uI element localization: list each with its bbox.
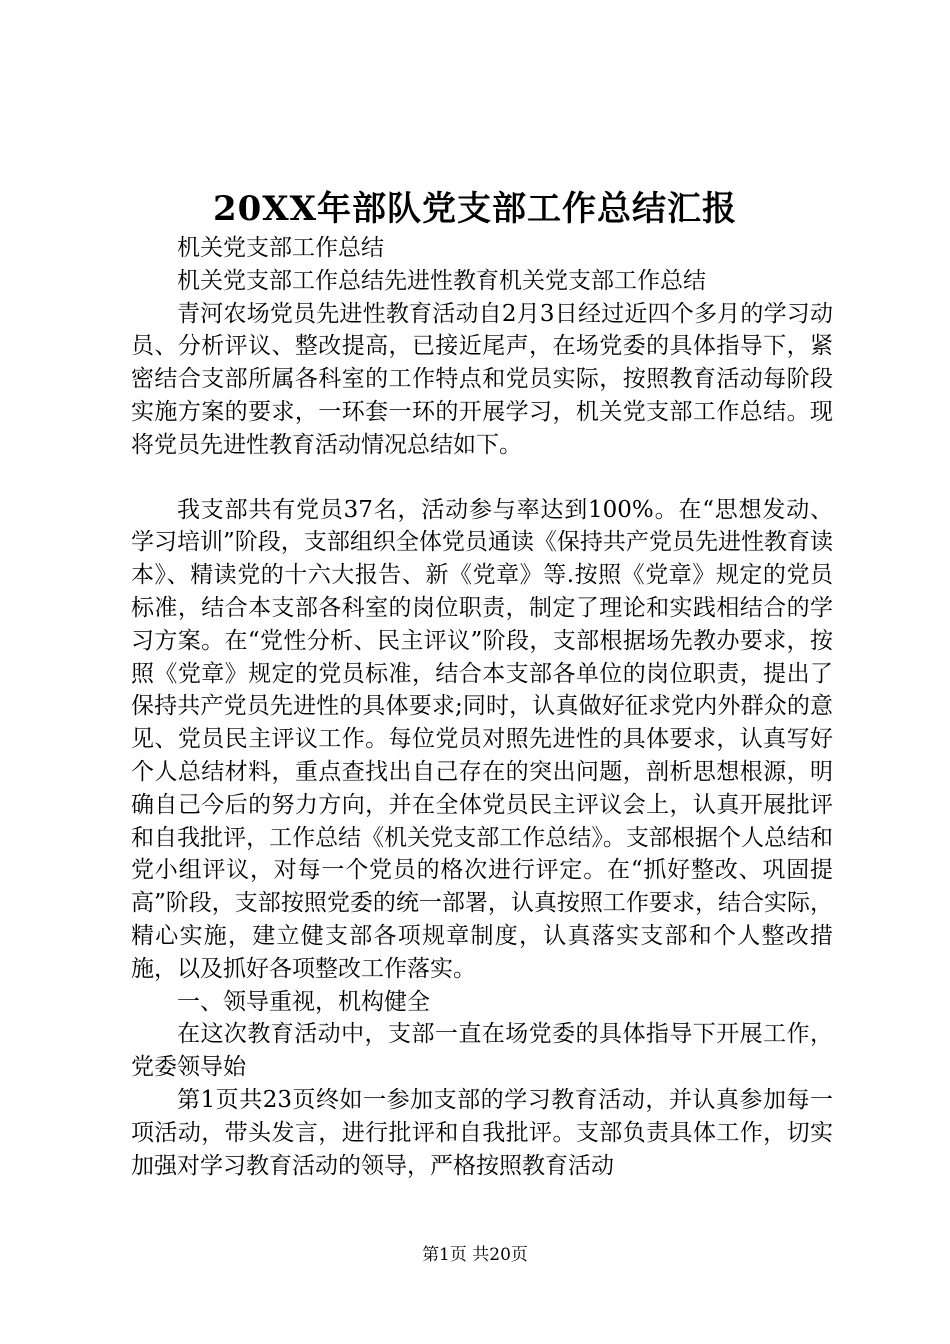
paragraph-section-1: 在这次教育活动中，支部一直在场党委的具体指导下开展工作，党委领导始 — [131, 1021, 833, 1081]
paragraph-heading-1: 机关党支部工作总结 — [177, 235, 384, 261]
paragraph-gap — [131, 462, 833, 494]
paragraph-intro: 青河农场党员先进性教育活动自2月3日经过近四个多月的学习动员、分析评议、整改提高，已接近尾声，在场党委的具体指导下，紧密结合支部所属各科室的工作特点和党员实际，按照教育活动每阶段实施方案的要求，一环套一环的开展学习，机关党支部工作总结。现将党员先进性教育活动情况总结如下。 — [131, 300, 833, 458]
paragraph-main: 我支部共有党员37名，活动参与率达到100%。在“思想发动、学习培训”阶段，支部组织全体党员通读《保持共产党员先进性教育读本》、精读党的十六大报告、新《党章》等.按照《党章》规定的党员标准，结合本支部各科室的岗位职责，制定了理论和实践相结合的学习方案。在“党性分析、民主评议”阶段，支部根据场先教办要求，按照《党章》规定的党员标准，结合本支部各单位的岗位职责，提出了保持共产党员先进性的具体要求;同时，认真做好征求党内外群众的意见、党员民主评议工作。每位党员对照先进性的具体要求，认真写好个人总结材料，重点查找出自己存在的突出问题，剖析思想根源，明确自己今后的努力方向，并在全体党员民主评议会上，认真开展批评和自我批评，工作总结《机关党支部工作总结》。支部根据个人总结和党小组评议，对每一个党员的格次进行评定。在“抓好整改、巩固提高”阶段，支部按照党委的统一部署，认真按照工作要求，结合实际，精心实施，建立健支部各项规章制度，认真落实支部和个人整改措施，以及抓好各项整改工作落实。 — [131, 496, 833, 982]
paragraph-heading-2: 机关党支部工作总结先进性教育机关党支部工作总结 — [177, 267, 706, 294]
page-footer: 第1页 共20页 — [422, 1245, 528, 1265]
document-title: 20XX年部队党支部工作总结汇报 — [212, 189, 738, 229]
document-body — [131, 232, 833, 1182]
paragraph-section-2: 第1页共23页终如一参加支部的学习教育活动，并认真参加每一项活动，带头发言，进行批评和自我批评。支部负责具体工作，切实加强对学习教育活动的领导，严格按照教育活动 — [131, 1086, 833, 1179]
section-heading: 一、领导重视，机构健全 — [177, 988, 430, 1015]
